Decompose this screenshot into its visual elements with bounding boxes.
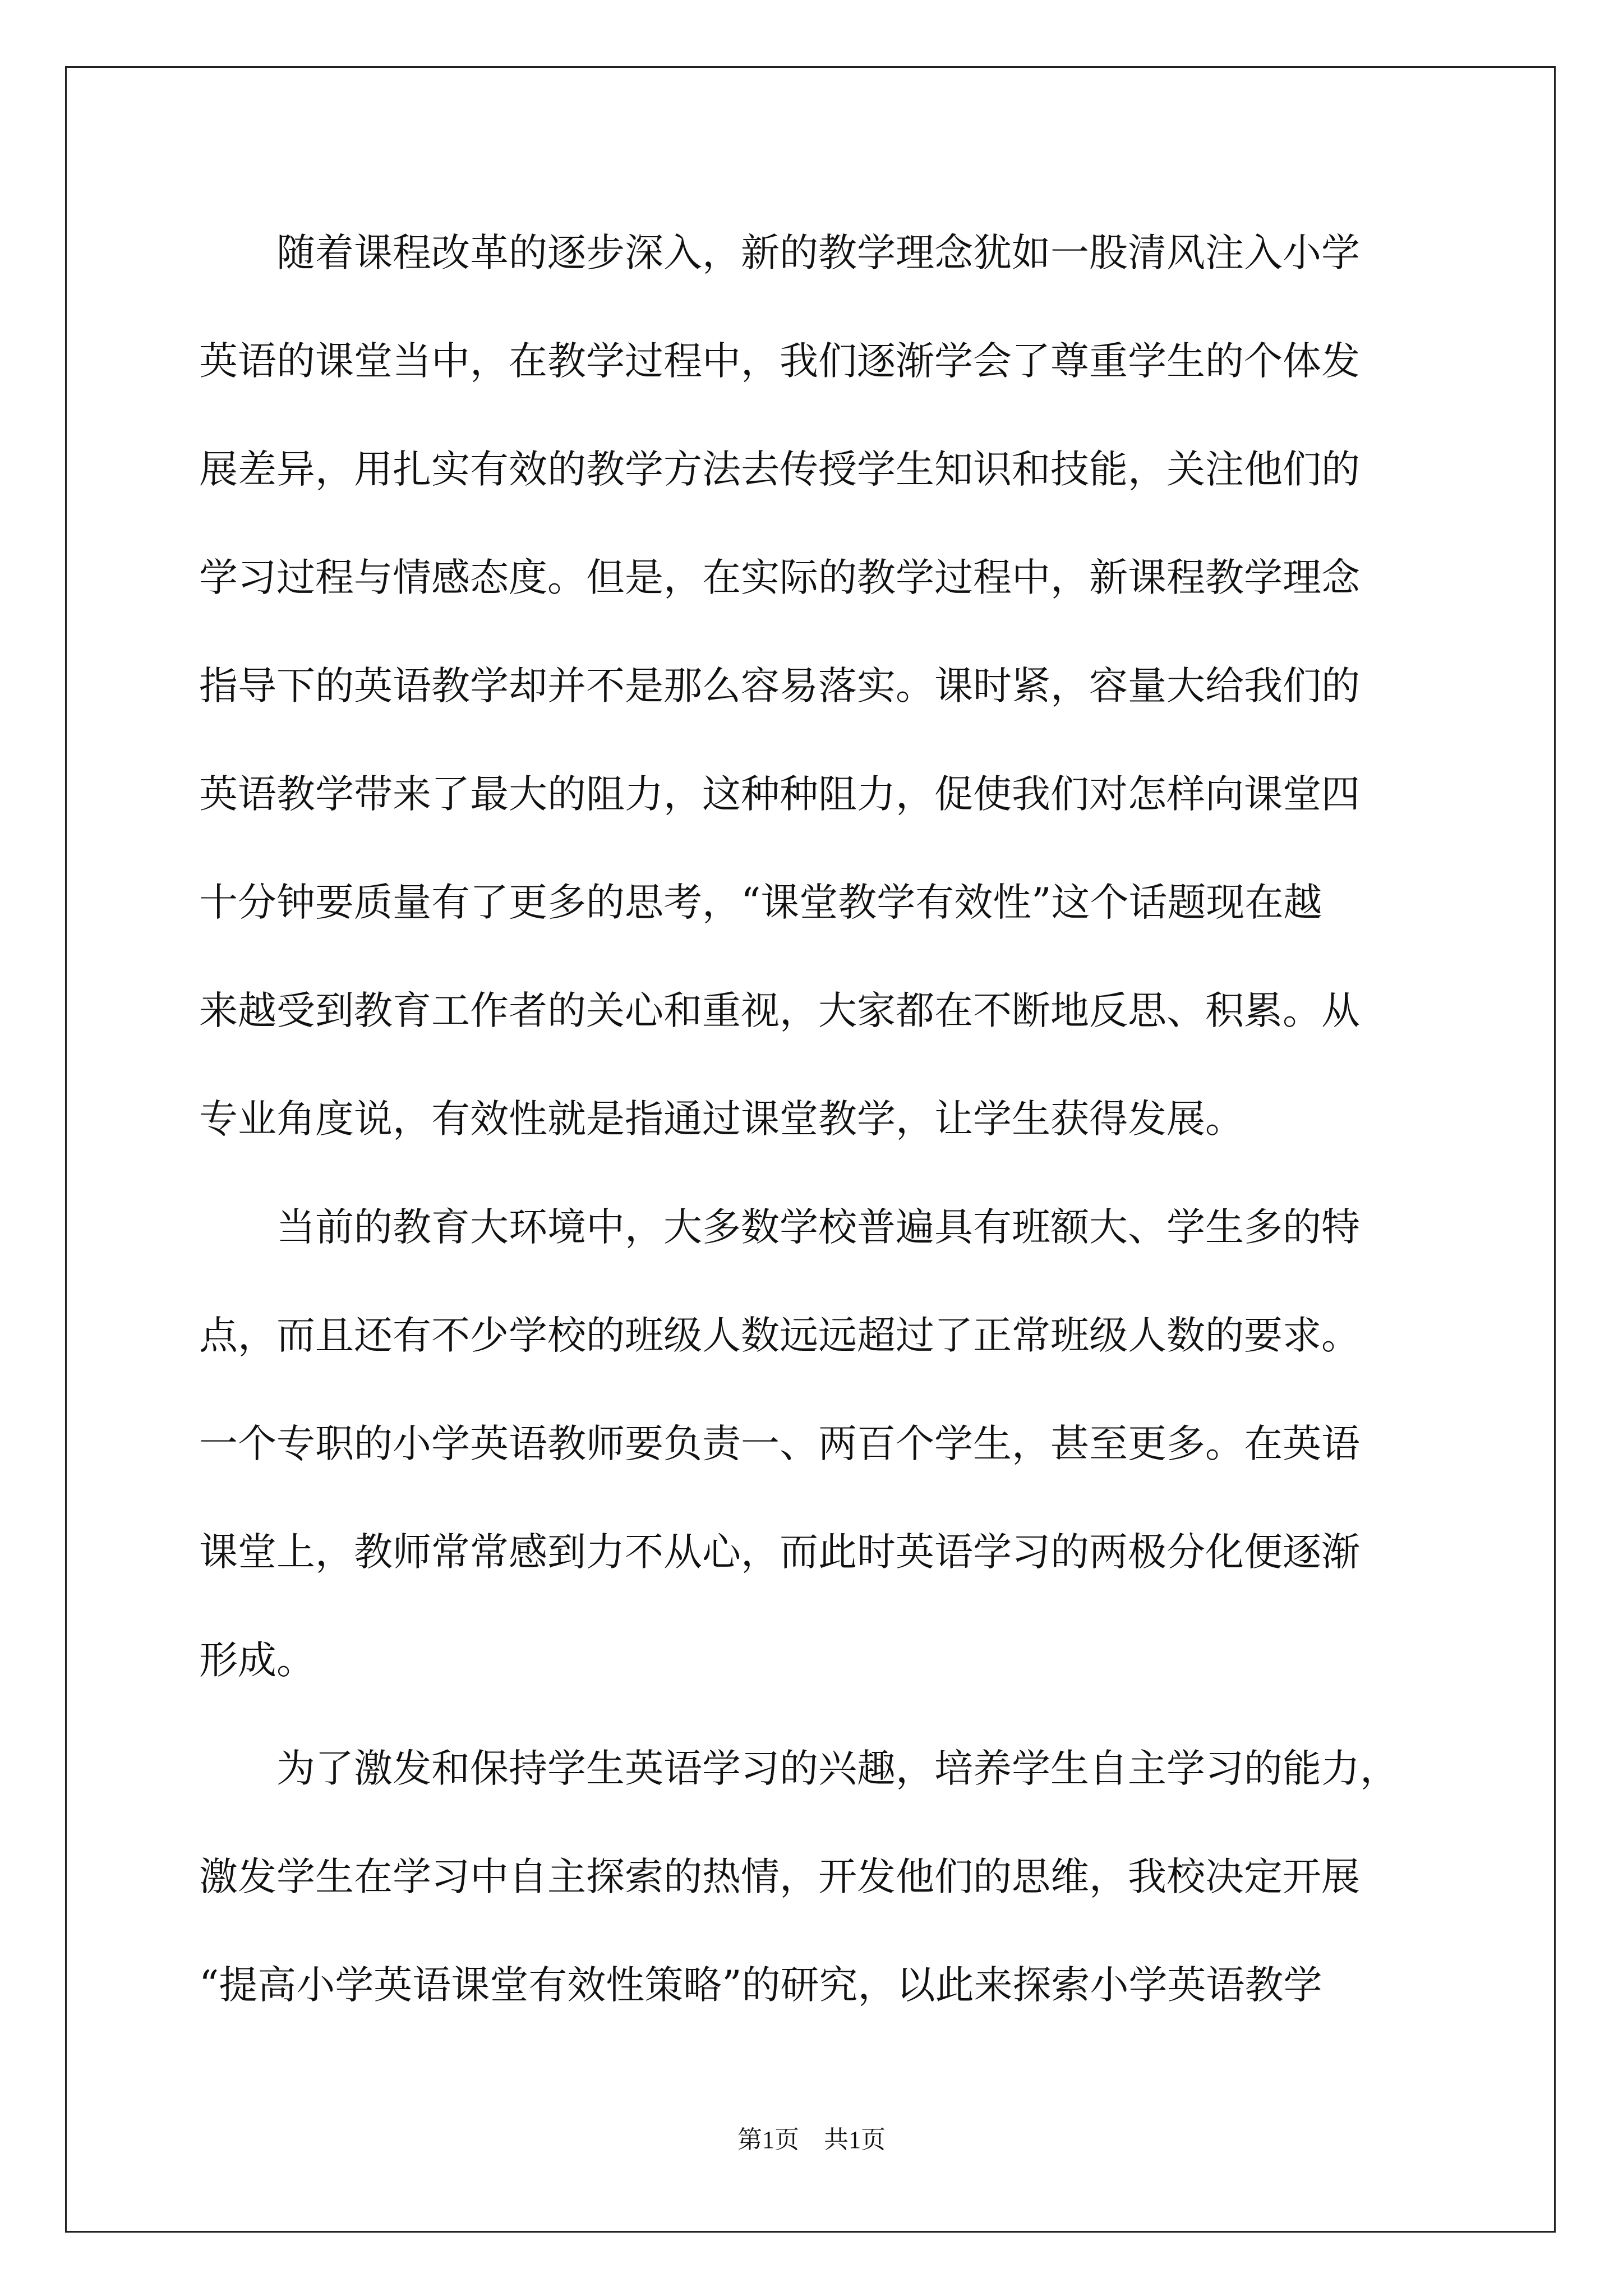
page-number-total: 共1页: [824, 2126, 886, 2154]
document-body: [199, 199, 1436, 2040]
text-line: 来越受到教育工作者的关心和重视，大家都在不断地反思、积累。从: [199, 988, 1360, 1033]
page-number-current: 第1页: [737, 2126, 799, 2154]
text-line: 展差异，用扎实有效的教学方法去传授学生知识和技能，关注他们的: [199, 447, 1360, 492]
page-footer: [0, 2123, 1623, 2157]
text-line: 指导下的英语教学却并不是那么容易落实。课时紧，容量大给我们的: [199, 664, 1360, 708]
text-line: 英语的课堂当中，在教学过程中，我们逐渐学会了尊重学生的个体发: [199, 339, 1360, 384]
text-line: “提高小学英语课堂有效性策略”的研究，以此来探索小学英语教学: [199, 1963, 1322, 2008]
text-line: 点，而且还有不少学校的班级人数远远超过了正常班级人数的要求。: [199, 1313, 1360, 1358]
text-line: 一个专职的小学英语教师要负责一、两百个学生，甚至更多。在英语: [199, 1421, 1360, 1466]
text-line: 十分钟要质量有了更多的思考，“课堂教学有效性”这个话题现在越: [199, 880, 1322, 925]
text-line: 形成。: [199, 1638, 315, 1683]
text-line: 当前的教育大环境中，大多数学校普遍具有班额大、学生多的特: [276, 1205, 1360, 1250]
text-line: 随着课程改革的逐步深入，新的教学理念犹如一股清风注入小学: [276, 231, 1360, 275]
text-line: 课堂上，教师常常感到力不从心，而此时英语学习的两极分化便逐渐: [199, 1530, 1360, 1575]
text-line: 学习过程与情感态度。但是，在实际的教学过程中，新课程教学理念: [199, 555, 1360, 600]
text-line: 激发学生在学习中自主探索的热情，开发他们的思维，我校决定开展: [199, 1855, 1360, 1899]
text-line: 英语教学带来了最大的阻力，这种种阻力，促使我们对怎样向课堂四: [199, 772, 1360, 817]
text-line: 专业角度说，有效性就是指通过课堂教学，让学生获得发展。: [199, 1097, 1244, 1142]
text-line: 为了激发和保持学生英语学习的兴趣，培养学生自主学习的能力，: [276, 1746, 1399, 1791]
